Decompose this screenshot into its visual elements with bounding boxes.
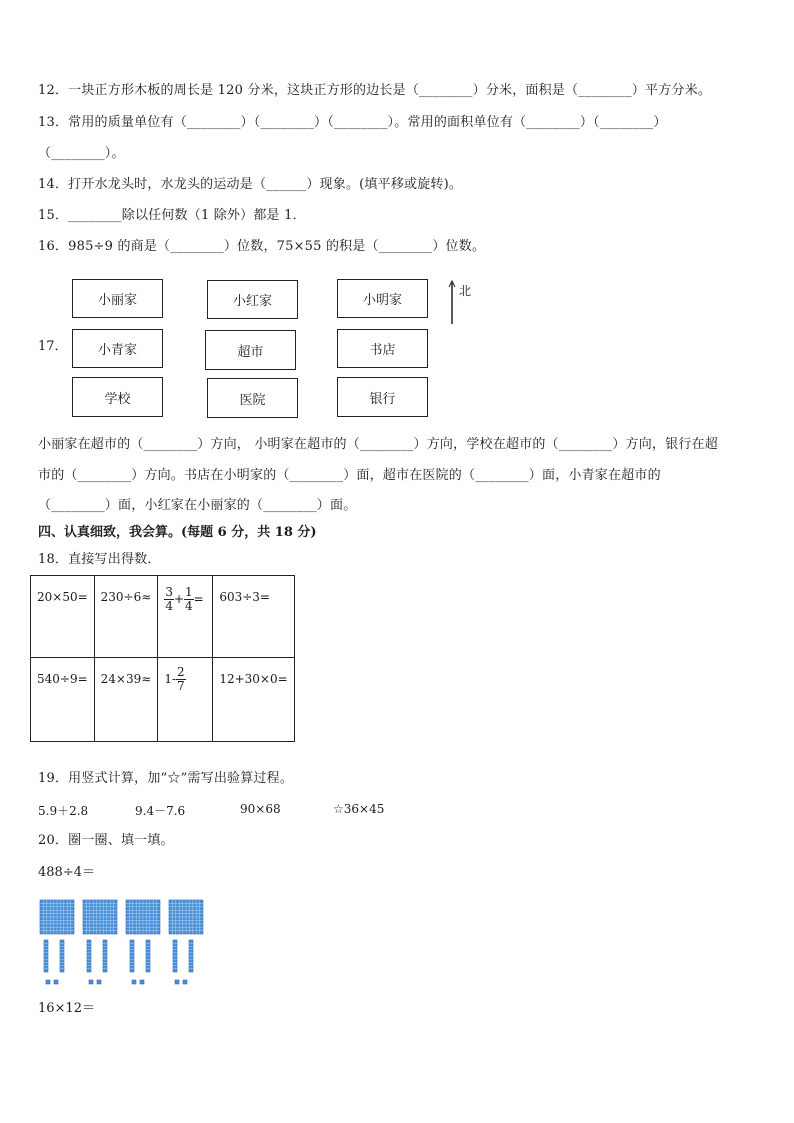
- calc-cell-fraction: $\frac{3}{4}$ + $\frac{1}{4}$ =: [158, 576, 213, 658]
- calc-cell: 12+30×0=: [213, 658, 294, 742]
- map-box-xiaoming-home: 小明家: [337, 279, 428, 318]
- fraction: $\frac{3}{4}$: [165, 585, 173, 613]
- question-14: 14．打开水龙头时，水龙头的运动是（______）现象。(填平移或旋转)。: [38, 177, 463, 192]
- vertical-calc-item: 9.4－7.6: [135, 804, 186, 818]
- map-box-bookstore: 书店: [337, 329, 428, 368]
- calc-cell: 20×50=: [31, 576, 95, 658]
- question-17-number: 17．: [38, 339, 68, 354]
- one-cube: [132, 980, 136, 984]
- map-box-xiaoqing-home: 小青家: [72, 329, 163, 368]
- north-arrow-icon: [446, 278, 458, 326]
- fraction: $\frac{2}{7}$: [177, 665, 185, 693]
- base-ten-blocks-figure: [38, 898, 218, 990]
- one-cube: [89, 980, 93, 984]
- calc-cell-fraction: 1- $\frac{2}{7}$: [158, 658, 213, 742]
- question-13-line1: 13．常用的质量单位有（________）（________）（________）。常用的面积单位有（________）（________）: [38, 115, 667, 130]
- map-box-xiaohong-home: 小红家: [207, 280, 298, 319]
- calc-cell: 230÷6≈: [94, 576, 158, 658]
- north-label: 北: [459, 284, 472, 298]
- question-20-multiplication: 16×12＝: [38, 1001, 95, 1016]
- calc-table: [30, 575, 295, 742]
- one-cube: [46, 980, 50, 984]
- question-20: 20．圈一圈、填一填。: [38, 833, 174, 848]
- calc-cell: 540÷9=: [31, 658, 95, 742]
- question-17-line1: 小丽家在超市的（________）方向， 小明家在超市的（________）方向，学校在超市的（________）方向，银行在超: [38, 437, 718, 452]
- one-cube: [183, 980, 187, 984]
- one-cube: [97, 980, 101, 984]
- map-box-bank: 银行: [337, 377, 428, 417]
- section-4-heading: 四、认真细致，我会算。(每题 6 分，共 18 分): [38, 525, 317, 540]
- question-18: 18．直接写出得数．: [38, 552, 161, 567]
- calc-cell: 24×39≈: [94, 658, 158, 742]
- question-20-division: 488÷4＝: [38, 865, 95, 880]
- one-cube: [140, 980, 144, 984]
- map-box-hospital: 医院: [207, 378, 298, 418]
- fraction: $\frac{1}{4}$: [185, 585, 193, 613]
- vertical-calc-item: 90×68: [240, 802, 281, 816]
- question-17-line2: 市的（________）方向。书店在小明家的（________）面，超市在医院的（________）面，小青家在超市的: [38, 468, 661, 483]
- map-box-school: 学校: [72, 377, 163, 417]
- question-17-line3: （________）面，小红家在小丽家的（________）面。: [38, 498, 357, 513]
- one-cube: [54, 980, 58, 984]
- question-16: 16．985÷9 的商是（________）位数，75×55 的积是（________）位数。: [38, 239, 486, 254]
- question-19: 19．用竖式计算，加“☆”需写出验算过程。: [38, 771, 294, 786]
- question-12: 12．一块正方形木板的周长是 120 分米，这块正方形的边长是（________）分米，面积是（________）平方分米。: [38, 83, 712, 98]
- one-cube: [175, 980, 179, 984]
- question-15: 15．________除以任何数（1 除外）都是 1．: [38, 208, 306, 223]
- map-box-xiaoli-home: 小丽家: [72, 279, 163, 318]
- map-box-supermarket: 超市: [205, 330, 296, 370]
- vertical-calc-item: 5.9＋2.8: [38, 804, 89, 818]
- vertical-calc-item: ☆36×45: [333, 802, 385, 816]
- question-13-line2: （________）。: [38, 146, 125, 161]
- calc-cell: 603÷3=: [213, 576, 294, 658]
